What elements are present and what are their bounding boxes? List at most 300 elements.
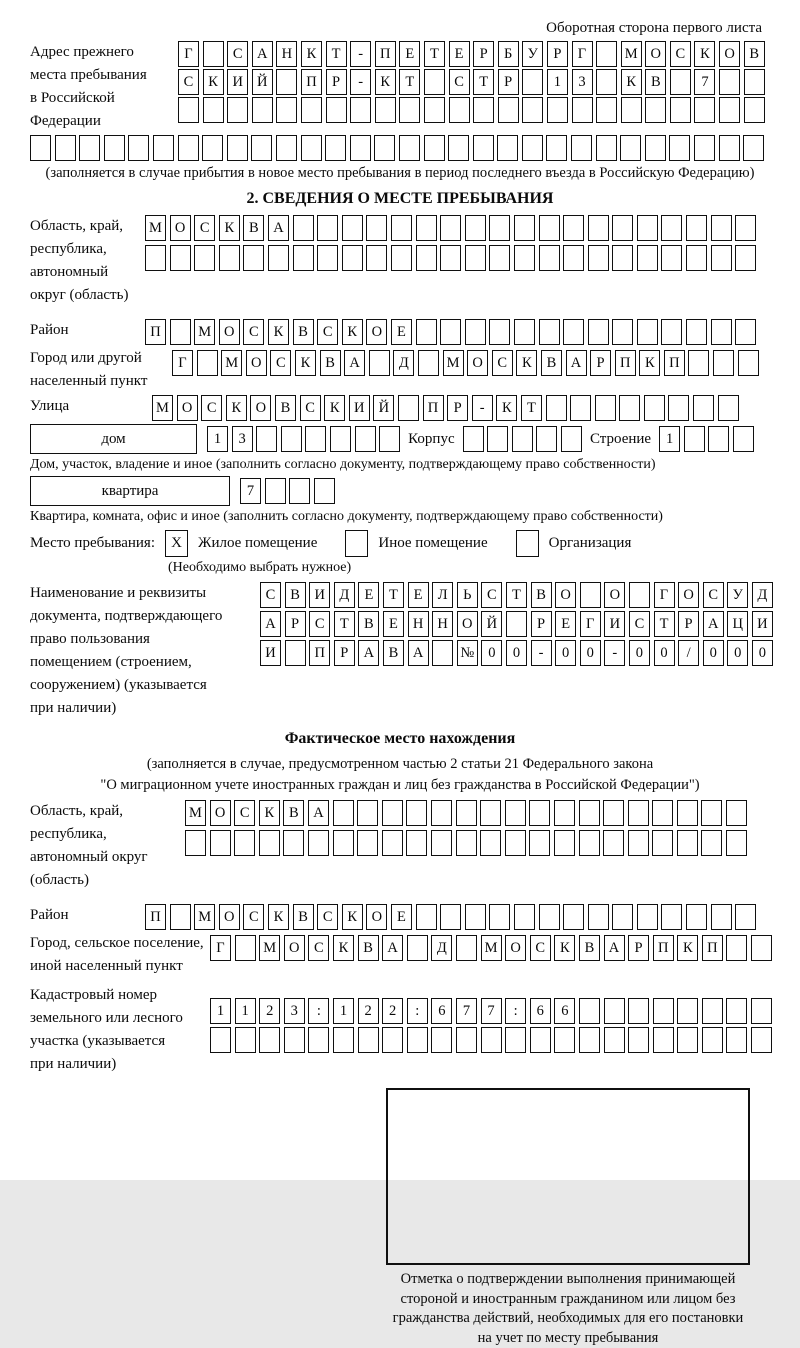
char-box[interactable] — [170, 319, 191, 345]
char-box[interactable]: Т — [399, 69, 420, 95]
char-box[interactable] — [333, 1027, 354, 1053]
char-box[interactable]: 3 — [284, 998, 305, 1024]
char-box[interactable] — [424, 97, 445, 123]
char-box[interactable]: О — [366, 904, 387, 930]
char-box[interactable] — [416, 215, 437, 241]
char-box[interactable]: Т — [424, 41, 445, 67]
char-box[interactable] — [686, 245, 707, 271]
char-box[interactable]: Б — [498, 41, 519, 67]
char-box[interactable] — [487, 426, 508, 452]
char-box[interactable] — [456, 1027, 477, 1053]
char-box[interactable] — [645, 135, 666, 161]
char-box[interactable]: П — [653, 935, 674, 961]
char-box[interactable] — [735, 215, 756, 241]
char-box[interactable]: С — [201, 395, 222, 421]
char-box[interactable]: П — [423, 395, 444, 421]
char-box[interactable] — [718, 395, 739, 421]
char-box[interactable] — [514, 245, 535, 271]
char-box[interactable] — [684, 426, 705, 452]
char-box[interactable] — [512, 426, 533, 452]
char-box[interactable] — [554, 830, 575, 856]
char-box[interactable]: 1 — [547, 69, 568, 95]
char-box[interactable] — [621, 97, 642, 123]
char-box[interactable] — [596, 97, 617, 123]
char-box[interactable]: И — [227, 69, 248, 95]
char-box[interactable] — [416, 319, 437, 345]
char-box[interactable]: - — [472, 395, 493, 421]
char-box[interactable] — [529, 830, 550, 856]
char-box[interactable]: - — [604, 640, 625, 666]
char-box[interactable]: / — [678, 640, 699, 666]
char-box[interactable] — [308, 830, 329, 856]
char-box[interactable] — [252, 97, 273, 123]
char-box[interactable]: В — [541, 350, 562, 376]
char-box[interactable]: О — [366, 319, 387, 345]
char-box[interactable] — [456, 800, 477, 826]
char-box[interactable] — [539, 904, 560, 930]
char-box[interactable]: С — [308, 935, 329, 961]
char-box[interactable]: О — [505, 935, 526, 961]
char-box[interactable]: Д — [752, 582, 773, 608]
char-box[interactable] — [256, 426, 277, 452]
char-box[interactable]: В — [320, 350, 341, 376]
char-box[interactable]: 0 — [654, 640, 675, 666]
char-box[interactable] — [539, 215, 560, 241]
char-box[interactable]: В — [744, 41, 765, 67]
char-box[interactable]: 7 — [456, 998, 477, 1024]
char-box[interactable]: В — [645, 69, 666, 95]
char-box[interactable] — [505, 800, 526, 826]
char-box[interactable] — [449, 97, 470, 123]
char-box[interactable]: К — [259, 800, 280, 826]
char-box[interactable]: Р — [590, 350, 611, 376]
char-box[interactable] — [293, 245, 314, 271]
char-box[interactable]: П — [145, 319, 166, 345]
char-box[interactable]: А — [566, 350, 587, 376]
char-box[interactable] — [465, 904, 486, 930]
char-box[interactable] — [243, 245, 264, 271]
char-box[interactable] — [265, 478, 286, 504]
char-box[interactable] — [708, 426, 729, 452]
char-box[interactable] — [305, 426, 326, 452]
char-box[interactable] — [497, 135, 518, 161]
char-box[interactable] — [416, 245, 437, 271]
char-box[interactable] — [301, 97, 322, 123]
char-box[interactable]: 2 — [382, 998, 403, 1024]
char-box[interactable]: Р — [547, 41, 568, 67]
char-box[interactable] — [604, 1027, 625, 1053]
char-box[interactable]: П — [145, 904, 166, 930]
char-box[interactable]: М — [259, 935, 280, 961]
char-box[interactable] — [661, 245, 682, 271]
char-box[interactable]: 7 — [694, 69, 715, 95]
char-box[interactable] — [628, 800, 649, 826]
char-box[interactable]: Е — [391, 319, 412, 345]
char-box[interactable]: О — [457, 611, 478, 637]
char-box[interactable]: К — [268, 904, 289, 930]
char-box[interactable] — [644, 395, 665, 421]
char-box[interactable]: Л — [432, 582, 453, 608]
char-box[interactable]: Р — [678, 611, 699, 637]
char-box[interactable]: : — [505, 998, 526, 1024]
char-box[interactable] — [579, 998, 600, 1024]
char-box[interactable] — [505, 830, 526, 856]
char-box[interactable]: С — [243, 904, 264, 930]
char-box[interactable]: Г — [178, 41, 199, 67]
char-box[interactable] — [570, 395, 591, 421]
char-box[interactable]: В — [579, 935, 600, 961]
char-box[interactable] — [358, 1027, 379, 1053]
char-box[interactable] — [398, 395, 419, 421]
char-box[interactable]: П — [375, 41, 396, 67]
char-box[interactable] — [391, 215, 412, 241]
char-box[interactable]: К — [342, 904, 363, 930]
char-box[interactable] — [514, 904, 535, 930]
char-box[interactable]: О — [719, 41, 740, 67]
char-box[interactable]: М — [194, 319, 215, 345]
char-box[interactable] — [197, 350, 218, 376]
char-box[interactable]: М — [152, 395, 173, 421]
char-box[interactable] — [751, 998, 772, 1024]
char-box[interactable] — [719, 97, 740, 123]
char-box[interactable]: С — [670, 41, 691, 67]
char-box[interactable] — [719, 69, 740, 95]
char-box[interactable] — [424, 69, 445, 95]
char-box[interactable]: О — [219, 904, 240, 930]
char-box[interactable]: 0 — [555, 640, 576, 666]
char-box[interactable] — [440, 245, 461, 271]
char-box[interactable] — [563, 245, 584, 271]
char-box[interactable]: П — [664, 350, 685, 376]
char-box[interactable]: К — [342, 319, 363, 345]
char-box[interactable] — [185, 830, 206, 856]
char-box[interactable]: К — [226, 395, 247, 421]
char-box[interactable]: 0 — [506, 640, 527, 666]
char-box[interactable] — [726, 800, 747, 826]
char-box[interactable] — [579, 1027, 600, 1053]
char-box[interactable] — [539, 319, 560, 345]
char-box[interactable]: 6 — [554, 998, 575, 1024]
char-box[interactable]: В — [531, 582, 552, 608]
char-box[interactable] — [473, 135, 494, 161]
char-box[interactable]: О — [246, 350, 267, 376]
char-box[interactable] — [637, 319, 658, 345]
char-box[interactable]: В — [283, 800, 304, 826]
char-box[interactable] — [407, 1027, 428, 1053]
char-box[interactable]: Р — [447, 395, 468, 421]
char-box[interactable] — [588, 215, 609, 241]
char-box[interactable] — [588, 245, 609, 271]
char-box[interactable] — [536, 426, 557, 452]
char-box[interactable]: С — [492, 350, 513, 376]
char-box[interactable]: О — [210, 800, 231, 826]
char-box[interactable] — [374, 135, 395, 161]
char-box[interactable] — [588, 904, 609, 930]
char-box[interactable]: Й — [481, 611, 502, 637]
char-box[interactable] — [375, 97, 396, 123]
char-box[interactable]: Ц — [727, 611, 748, 637]
char-box[interactable] — [603, 830, 624, 856]
char-box[interactable]: Р — [531, 611, 552, 637]
char-box[interactable]: Г — [580, 611, 601, 637]
char-box[interactable] — [203, 41, 224, 67]
char-box[interactable] — [711, 215, 732, 241]
char-box[interactable] — [561, 426, 582, 452]
char-box[interactable] — [342, 215, 363, 241]
char-box[interactable] — [738, 350, 759, 376]
char-box[interactable]: С — [317, 904, 338, 930]
char-box[interactable]: 3 — [232, 426, 253, 452]
char-box[interactable] — [259, 830, 280, 856]
char-box[interactable] — [308, 1027, 329, 1053]
char-box[interactable] — [406, 830, 427, 856]
char-box[interactable] — [456, 935, 477, 961]
char-box[interactable] — [326, 97, 347, 123]
char-box[interactable]: Е — [358, 582, 379, 608]
char-box[interactable] — [145, 245, 166, 271]
char-box[interactable] — [580, 582, 601, 608]
char-box[interactable] — [440, 904, 461, 930]
char-box[interactable] — [744, 97, 765, 123]
char-box[interactable] — [283, 830, 304, 856]
char-box[interactable] — [547, 97, 568, 123]
char-box[interactable] — [603, 800, 624, 826]
char-box[interactable]: № — [457, 640, 478, 666]
char-box[interactable]: Е — [391, 904, 412, 930]
char-box[interactable]: О — [467, 350, 488, 376]
char-box[interactable] — [481, 1027, 502, 1053]
char-box[interactable]: Т — [326, 41, 347, 67]
char-box[interactable]: А — [408, 640, 429, 666]
char-box[interactable] — [210, 1027, 231, 1053]
char-box[interactable] — [702, 1027, 723, 1053]
char-box[interactable] — [522, 69, 543, 95]
char-box[interactable] — [751, 1027, 772, 1053]
char-box[interactable] — [735, 319, 756, 345]
char-box[interactable]: Р — [334, 640, 355, 666]
char-box[interactable] — [713, 350, 734, 376]
char-box[interactable] — [357, 830, 378, 856]
char-box[interactable] — [735, 245, 756, 271]
char-box[interactable] — [178, 135, 199, 161]
char-box[interactable] — [234, 830, 255, 856]
char-box[interactable] — [489, 215, 510, 241]
char-box[interactable] — [637, 215, 658, 241]
char-box[interactable] — [719, 135, 740, 161]
char-box[interactable] — [399, 97, 420, 123]
char-box[interactable]: 1 — [659, 426, 680, 452]
char-box[interactable] — [382, 1027, 403, 1053]
char-box[interactable] — [726, 935, 747, 961]
char-box[interactable]: К — [301, 41, 322, 67]
char-box[interactable] — [645, 97, 666, 123]
char-box[interactable]: Г — [210, 935, 231, 961]
char-box[interactable] — [325, 135, 346, 161]
char-box[interactable]: 0 — [727, 640, 748, 666]
char-box[interactable] — [431, 830, 452, 856]
char-box[interactable]: С — [449, 69, 470, 95]
char-box[interactable] — [653, 998, 674, 1024]
char-box[interactable]: В — [293, 904, 314, 930]
char-box[interactable]: К — [639, 350, 660, 376]
char-box[interactable] — [686, 215, 707, 241]
char-box[interactable]: 3 — [572, 69, 593, 95]
char-box[interactable] — [514, 319, 535, 345]
char-box[interactable] — [227, 135, 248, 161]
char-box[interactable] — [399, 135, 420, 161]
char-box[interactable] — [619, 395, 640, 421]
char-box[interactable]: А — [308, 800, 329, 826]
char-box[interactable]: К — [219, 215, 240, 241]
char-box[interactable]: 1 — [235, 998, 256, 1024]
char-box[interactable] — [735, 904, 756, 930]
char-box[interactable]: В — [285, 582, 306, 608]
char-box[interactable] — [505, 1027, 526, 1053]
char-box[interactable] — [733, 426, 754, 452]
char-box[interactable]: - — [350, 69, 371, 95]
char-box[interactable]: Ь — [457, 582, 478, 608]
char-box[interactable] — [489, 319, 510, 345]
char-box[interactable]: 1 — [207, 426, 228, 452]
char-box[interactable] — [669, 135, 690, 161]
char-box[interactable] — [530, 1027, 551, 1053]
char-box[interactable]: У — [727, 582, 748, 608]
char-box[interactable]: Р — [285, 611, 306, 637]
char-box[interactable]: А — [703, 611, 724, 637]
char-box[interactable] — [688, 350, 709, 376]
char-box[interactable] — [342, 245, 363, 271]
char-box[interactable] — [498, 97, 519, 123]
char-box[interactable] — [350, 97, 371, 123]
char-box[interactable] — [711, 319, 732, 345]
char-box[interactable] — [432, 640, 453, 666]
char-box[interactable] — [677, 830, 698, 856]
char-box[interactable]: Г — [654, 582, 675, 608]
char-box[interactable]: С — [234, 800, 255, 826]
char-box[interactable]: К — [203, 69, 224, 95]
char-box[interactable] — [357, 800, 378, 826]
char-box[interactable]: М — [185, 800, 206, 826]
char-box[interactable]: В — [358, 935, 379, 961]
char-box[interactable] — [317, 215, 338, 241]
char-box[interactable] — [251, 135, 272, 161]
char-box[interactable] — [628, 830, 649, 856]
char-box[interactable] — [366, 245, 387, 271]
char-box[interactable]: А — [260, 611, 281, 637]
char-box[interactable] — [563, 319, 584, 345]
char-box[interactable] — [235, 1027, 256, 1053]
char-box[interactable] — [546, 395, 567, 421]
char-box[interactable] — [612, 904, 633, 930]
char-box[interactable] — [554, 800, 575, 826]
char-box[interactable] — [637, 245, 658, 271]
char-box[interactable] — [677, 998, 698, 1024]
char-box[interactable] — [317, 245, 338, 271]
char-box[interactable]: О — [645, 41, 666, 67]
char-box[interactable] — [227, 97, 248, 123]
char-box[interactable] — [202, 135, 223, 161]
char-box[interactable]: И — [752, 611, 773, 637]
char-box[interactable] — [333, 830, 354, 856]
char-box[interactable] — [694, 97, 715, 123]
char-box[interactable] — [661, 904, 682, 930]
char-box[interactable]: 0 — [580, 640, 601, 666]
char-box[interactable]: М — [443, 350, 464, 376]
char-box[interactable] — [379, 426, 400, 452]
char-box[interactable]: К — [554, 935, 575, 961]
char-box[interactable] — [693, 395, 714, 421]
char-box[interactable] — [153, 135, 174, 161]
char-box[interactable] — [293, 215, 314, 241]
char-box[interactable] — [612, 319, 633, 345]
char-box[interactable] — [276, 69, 297, 95]
char-box[interactable] — [668, 395, 689, 421]
char-box[interactable] — [612, 245, 633, 271]
char-box[interactable] — [596, 41, 617, 67]
char-box[interactable] — [628, 998, 649, 1024]
char-box[interactable]: Г — [172, 350, 193, 376]
char-box[interactable]: В — [243, 215, 264, 241]
stay-place-checkbox-organization[interactable] — [516, 530, 539, 557]
char-box[interactable]: М — [194, 904, 215, 930]
char-box[interactable] — [314, 478, 335, 504]
char-box[interactable]: С — [309, 611, 330, 637]
char-box[interactable] — [431, 1027, 452, 1053]
char-box[interactable]: Т — [334, 611, 355, 637]
char-box[interactable] — [661, 215, 682, 241]
char-box[interactable]: Р — [326, 69, 347, 95]
char-box[interactable]: И — [349, 395, 370, 421]
char-box[interactable] — [448, 135, 469, 161]
char-box[interactable]: Е — [408, 582, 429, 608]
char-box[interactable]: А — [252, 41, 273, 67]
char-box[interactable] — [369, 350, 390, 376]
char-box[interactable] — [677, 800, 698, 826]
char-box[interactable] — [661, 319, 682, 345]
char-box[interactable]: О — [170, 215, 191, 241]
char-box[interactable]: А — [344, 350, 365, 376]
char-box[interactable]: И — [309, 582, 330, 608]
char-box[interactable] — [677, 1027, 698, 1053]
char-box[interactable]: Д — [393, 350, 414, 376]
char-box[interactable] — [629, 582, 650, 608]
char-box[interactable]: А — [268, 215, 289, 241]
char-box[interactable]: К — [333, 935, 354, 961]
char-box[interactable]: С — [300, 395, 321, 421]
char-box[interactable]: К — [694, 41, 715, 67]
char-box[interactable] — [406, 800, 427, 826]
char-box[interactable]: О — [284, 935, 305, 961]
char-box[interactable]: М — [145, 215, 166, 241]
char-box[interactable] — [366, 215, 387, 241]
char-box[interactable] — [571, 135, 592, 161]
char-box[interactable]: С — [243, 319, 264, 345]
char-box[interactable]: С — [317, 319, 338, 345]
char-box[interactable] — [355, 426, 376, 452]
char-box[interactable]: К — [677, 935, 698, 961]
char-box[interactable]: К — [516, 350, 537, 376]
char-box[interactable] — [596, 135, 617, 161]
char-box[interactable] — [416, 904, 437, 930]
char-box[interactable]: О — [555, 582, 576, 608]
char-box[interactable] — [572, 97, 593, 123]
char-box[interactable]: В — [358, 611, 379, 637]
char-box[interactable] — [522, 135, 543, 161]
char-box[interactable]: В — [383, 640, 404, 666]
char-box[interactable] — [701, 830, 722, 856]
char-box[interactable] — [670, 69, 691, 95]
char-box[interactable] — [104, 135, 125, 161]
